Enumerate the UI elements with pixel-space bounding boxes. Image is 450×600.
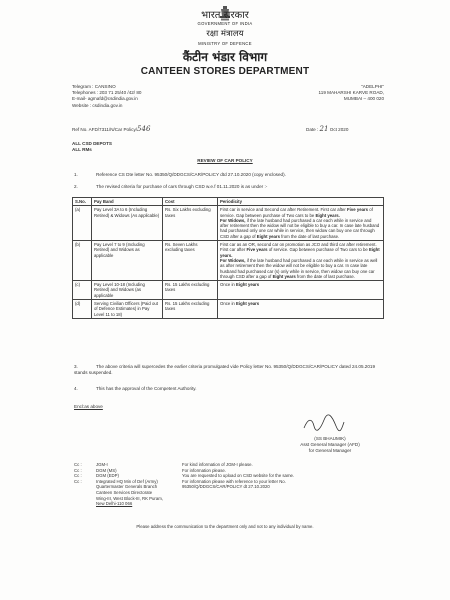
government-title: GOVERNMENT OF INDIA <box>197 21 253 26</box>
cell-cost: Rs. Seven Lakhs excluding taxes <box>163 241 218 281</box>
header-pay-band: Pay Band <box>92 198 163 206</box>
paragraph-4-text: This has the approval of the Competent Authority. <box>96 386 197 391</box>
cell-periodicity: Once in Eight years <box>218 281 384 300</box>
hindi-department-title: कैंटीन भंडार विभाग <box>182 50 268 64</box>
table-row <box>73 241 384 281</box>
cell-pay-band: Serving Civilian Officers (Paid out of Defence Estimates) in Pay Level 11 to 18) <box>92 300 163 319</box>
header-cost: Cost <box>163 198 218 206</box>
paragraph-2-text: The revised criteria for purchase of cars through CSD w.e.f 01.11.2020 is as under :- <box>96 184 268 189</box>
hindi-government-title: भारत सरकार <box>201 10 249 21</box>
telephone-line: Telephones : 203 71 25/40 /42/ 80 <box>72 90 142 96</box>
cell-sno: (a) <box>73 206 92 241</box>
cc-row: Cc : DGM (EDP) You are requested to upload on CSD website for the same. <box>74 473 295 479</box>
cell-sno: (d) <box>73 300 92 319</box>
cell-cost: Rs. Six Lakhs excluding taxes <box>163 206 218 241</box>
car-policy-table <box>72 197 384 319</box>
recipients-block <box>72 141 112 153</box>
paragraph-3 <box>74 364 384 376</box>
department-title: CANTEEN STORES DEPARTMENT <box>140 66 310 77</box>
periodicity-widows: For Widows, if the late husband had purchased a car each while in service and after retirement then the widow will not be eligible to buy a car. In case late husband had purchased only one car while in service, then widow can buy one car through CSD after a gap of Eight years from the date of last purchase. <box>220 217 380 239</box>
table-row <box>73 281 384 300</box>
paragraph-3-text: The above criteria will supercedes the earlier criteria promulgated vide Policy letter No. 95350/Q/DDGCS/CAR/POLICY dated 24.05.2019 stands suspended. <box>74 364 375 376</box>
contact-block <box>72 84 141 109</box>
periodicity-widows: For Widows, if the late husband had purchased a car each while in service as well as after retirement then the widow will not be eligible to buy a car. In case late husband had purchased car (s) only while in service, then widow can buy one car through CSD after a gap of Eight years from the date of last purchase. <box>220 257 378 279</box>
signatory-for: for General Manager <box>308 448 352 454</box>
periodicity-general: First car as an OR, second car on promotion as JCO and third car after retirement. First car after Five years of service. Gap between purchase of Two cars to be Eight years. <box>220 242 380 258</box>
telegram-line: Telegram : CANSINO <box>72 84 116 89</box>
paragraph-2 <box>74 184 384 190</box>
signature-image <box>302 414 346 432</box>
cc-row: Cc : DGM (MS) For information please. <box>74 467 226 473</box>
paragraph-4 <box>74 386 384 392</box>
date-month-year: Oct 2020 <box>329 127 349 132</box>
website-line: Website : csdindia.gov.in <box>72 102 123 108</box>
cell-pay-band: Pay Level 3A to 6 (Including Retired) & Widows (As applicable) <box>92 206 163 241</box>
reference-label: Ref No. AFD/7311/N/Car Policy/ <box>72 127 138 132</box>
cell-sno: (b) <box>73 241 92 281</box>
periodicity-general: First car in service and Second car after Retirement. First car after Five years of service. Gap between purchase of Two cars to be Eight years. <box>220 207 373 218</box>
cc-row: Cc : Integrated HQ Min of Def (Army) For information please with reference to your letter No. <box>74 478 286 484</box>
reference-handwritten-number: 546 <box>137 125 151 133</box>
cell-periodicity: Once in Eight years <box>218 300 384 319</box>
cell-sno: (c) <box>73 281 92 300</box>
date-label: Date : <box>306 127 319 132</box>
cell-periodicity <box>218 206 384 241</box>
cc-row: Cc : JGM-I For kind information of JGM-I please. <box>74 462 253 467</box>
signature-block <box>280 436 380 455</box>
subject-heading: REVIEW OF CAR POLICY <box>197 158 253 163</box>
cell-cost: Rs. 15 Lakhs excluding taxes <box>163 281 218 300</box>
paragraph-1-number: 1. <box>74 172 78 177</box>
paragraph-2-number: 2. <box>74 184 78 189</box>
header-sno: S.No. <box>73 198 92 206</box>
address-building: "ADELPHI" <box>361 84 384 89</box>
address-city: MUMBAI – 400 020 <box>343 96 384 102</box>
cell-cost: Rs. 15 Lakhs excluding taxes <box>163 300 218 319</box>
cc-row-continuation: Canteen Services Directorate <box>96 489 153 495</box>
enclosure-note: Encl:as above <box>74 404 103 409</box>
cell-pay-band: Pay Level 10-18 (Including Retired) and Widows (as applicable <box>92 281 163 300</box>
cc-row-continuation: Quartermaster Generals Branch 95350/Q/DDGCS/CAR/POLICY dt 27.10.2020 <box>96 484 270 490</box>
hindi-ministry-title: रक्षा मंत्रालय <box>206 29 244 39</box>
address-street: 119 MAHARSHI KARVE ROAD, <box>318 90 384 96</box>
reference-date <box>306 126 348 133</box>
paragraph-4-number: 4. <box>74 386 78 391</box>
cc-list <box>74 462 394 507</box>
recipient-line-2: ALL RMs <box>72 147 92 153</box>
table-row <box>73 300 384 319</box>
footer-note: Please address the communication to the department only and not to any individual by name. <box>136 524 314 529</box>
table-row <box>73 206 384 241</box>
reference-number <box>72 126 150 133</box>
cell-pay-band: Pay Level 7 to 9 (Including Retired) and Widows as applicable <box>92 241 163 281</box>
signatory-name: (SS BHAUMIK) <box>314 436 346 441</box>
date-handwritten-day: 21 <box>319 125 329 133</box>
cc-row-continuation: New Delhi-110 066 <box>96 501 133 507</box>
paragraph-1-text: Reference CS Dte letter No. 95350/Q/DDGCS/CAR/POLICY dtd 27.10.2020 (copy enclosed). <box>96 172 286 177</box>
table-header-row <box>73 198 384 206</box>
ministry-title: MINISTRY OF DEFENCE <box>198 41 252 46</box>
address-block <box>284 84 384 103</box>
paragraph-1 <box>74 172 384 178</box>
cc-row-continuation: Wing-III, West Block-III, RK Puram, <box>96 495 164 501</box>
paragraph-3-number: 3. <box>74 364 78 369</box>
email-line: E-mail- agmafd@csdindia.gov.in <box>72 96 138 102</box>
recipient-line-1: ALL CSD DEPOTS <box>72 141 112 146</box>
signatory-title: Asst General Manager (AFD) <box>300 442 360 448</box>
header-periodicity: Periodicity <box>218 198 384 206</box>
cell-periodicity <box>218 241 384 281</box>
